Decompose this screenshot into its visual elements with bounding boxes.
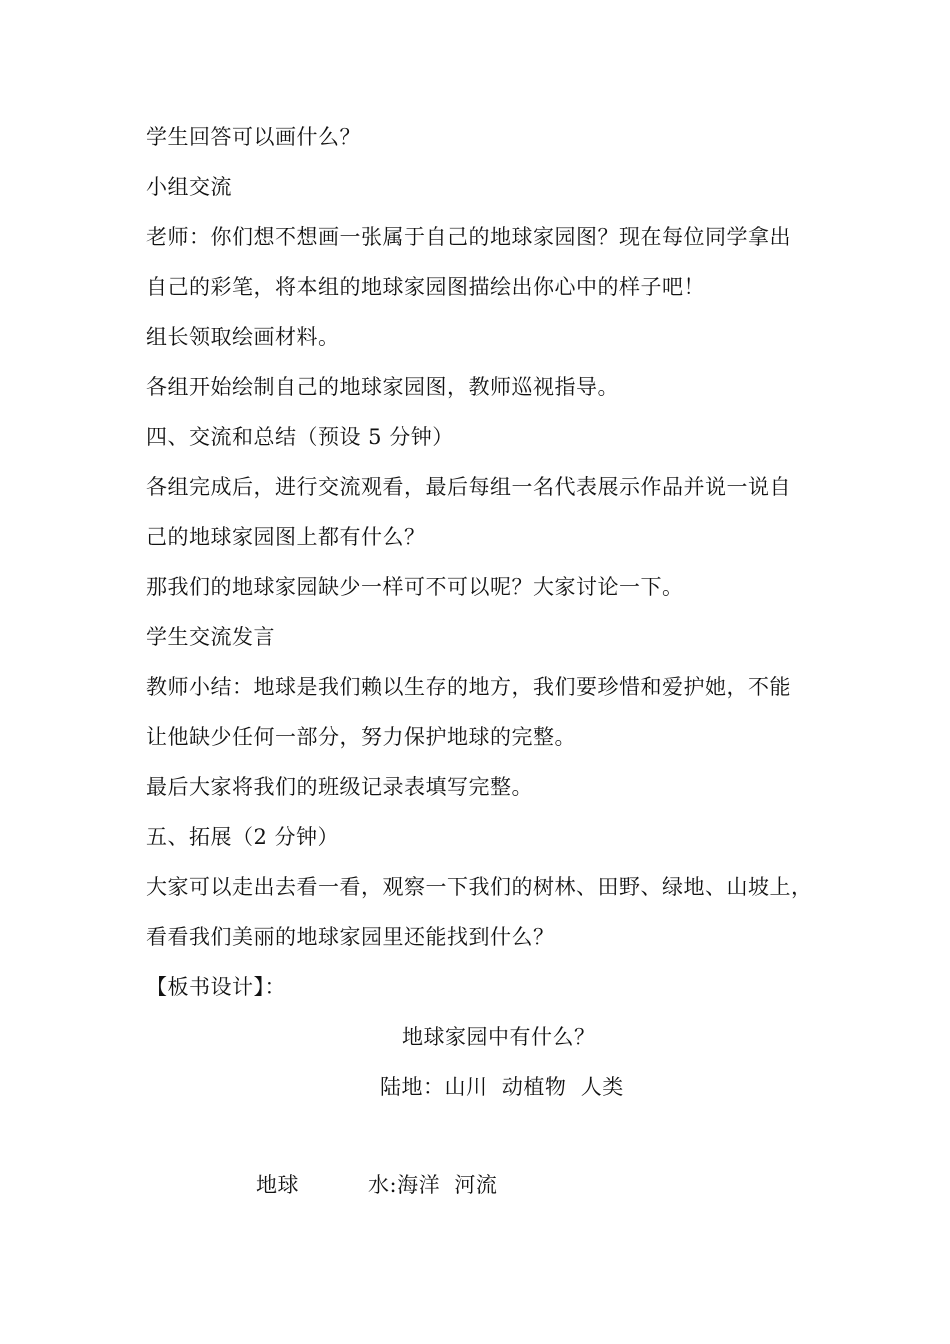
paragraph-line: 组长领取绘画材料。 bbox=[146, 325, 340, 349]
paragraph-line: 小组交流 bbox=[146, 175, 232, 199]
paragraph-line: 老师：你们想不想画一张属于自己的地球家园图？现在每位同学拿出 bbox=[146, 225, 791, 249]
paragraph-line: 大家可以走出去看一看，观察一下我们的树林、田野、绿地、山坡上， bbox=[146, 875, 813, 899]
paragraph-line: 那我们的地球家园缺少一样可不可以呢？大家讨论一下。 bbox=[146, 575, 684, 599]
paragraph-line: 学生回答可以画什么？ bbox=[146, 125, 361, 149]
paragraph-line: 教师小结：地球是我们赖以生存的地方，我们要珍惜和爱护她，不能 bbox=[146, 675, 791, 699]
section-heading: 五、拓展（2 分钟） bbox=[146, 825, 340, 849]
paragraph-line: 学生交流发言 bbox=[146, 625, 275, 649]
section-heading: 四、交流和总结（预设 5 分钟） bbox=[146, 425, 454, 449]
paragraph-line: 各组开始绘制自己的地球家园图，教师巡视指导。 bbox=[146, 375, 619, 399]
paragraph-line: 最后大家将我们的班级记录表填写完整。 bbox=[146, 775, 533, 799]
board-earth-label: 地球 bbox=[256, 1173, 299, 1197]
paragraph-line: 各组完成后，进行交流观看，最后每组一名代表展示作品并说一说自 bbox=[146, 475, 791, 499]
board-design-heading: 【板书设计】： bbox=[146, 975, 286, 999]
paragraph-line: 自己的彩笔，将本组的地球家园图描绘出你心中的样子吧！ bbox=[146, 275, 705, 299]
paragraph-line: 己的地球家园图上都有什么？ bbox=[146, 525, 426, 549]
board-land-line: 陆地：山川 动植物 人类 bbox=[380, 1075, 624, 1099]
board-title: 地球家园中有什么？ bbox=[402, 1025, 596, 1049]
board-water-line: 水:海洋 河流 bbox=[368, 1173, 498, 1197]
paragraph-line: 看看我们美丽的地球家园里还能找到什么？ bbox=[146, 925, 555, 949]
paragraph-line: 让他缺少任何一部分，努力保护地球的完整。 bbox=[146, 725, 576, 749]
